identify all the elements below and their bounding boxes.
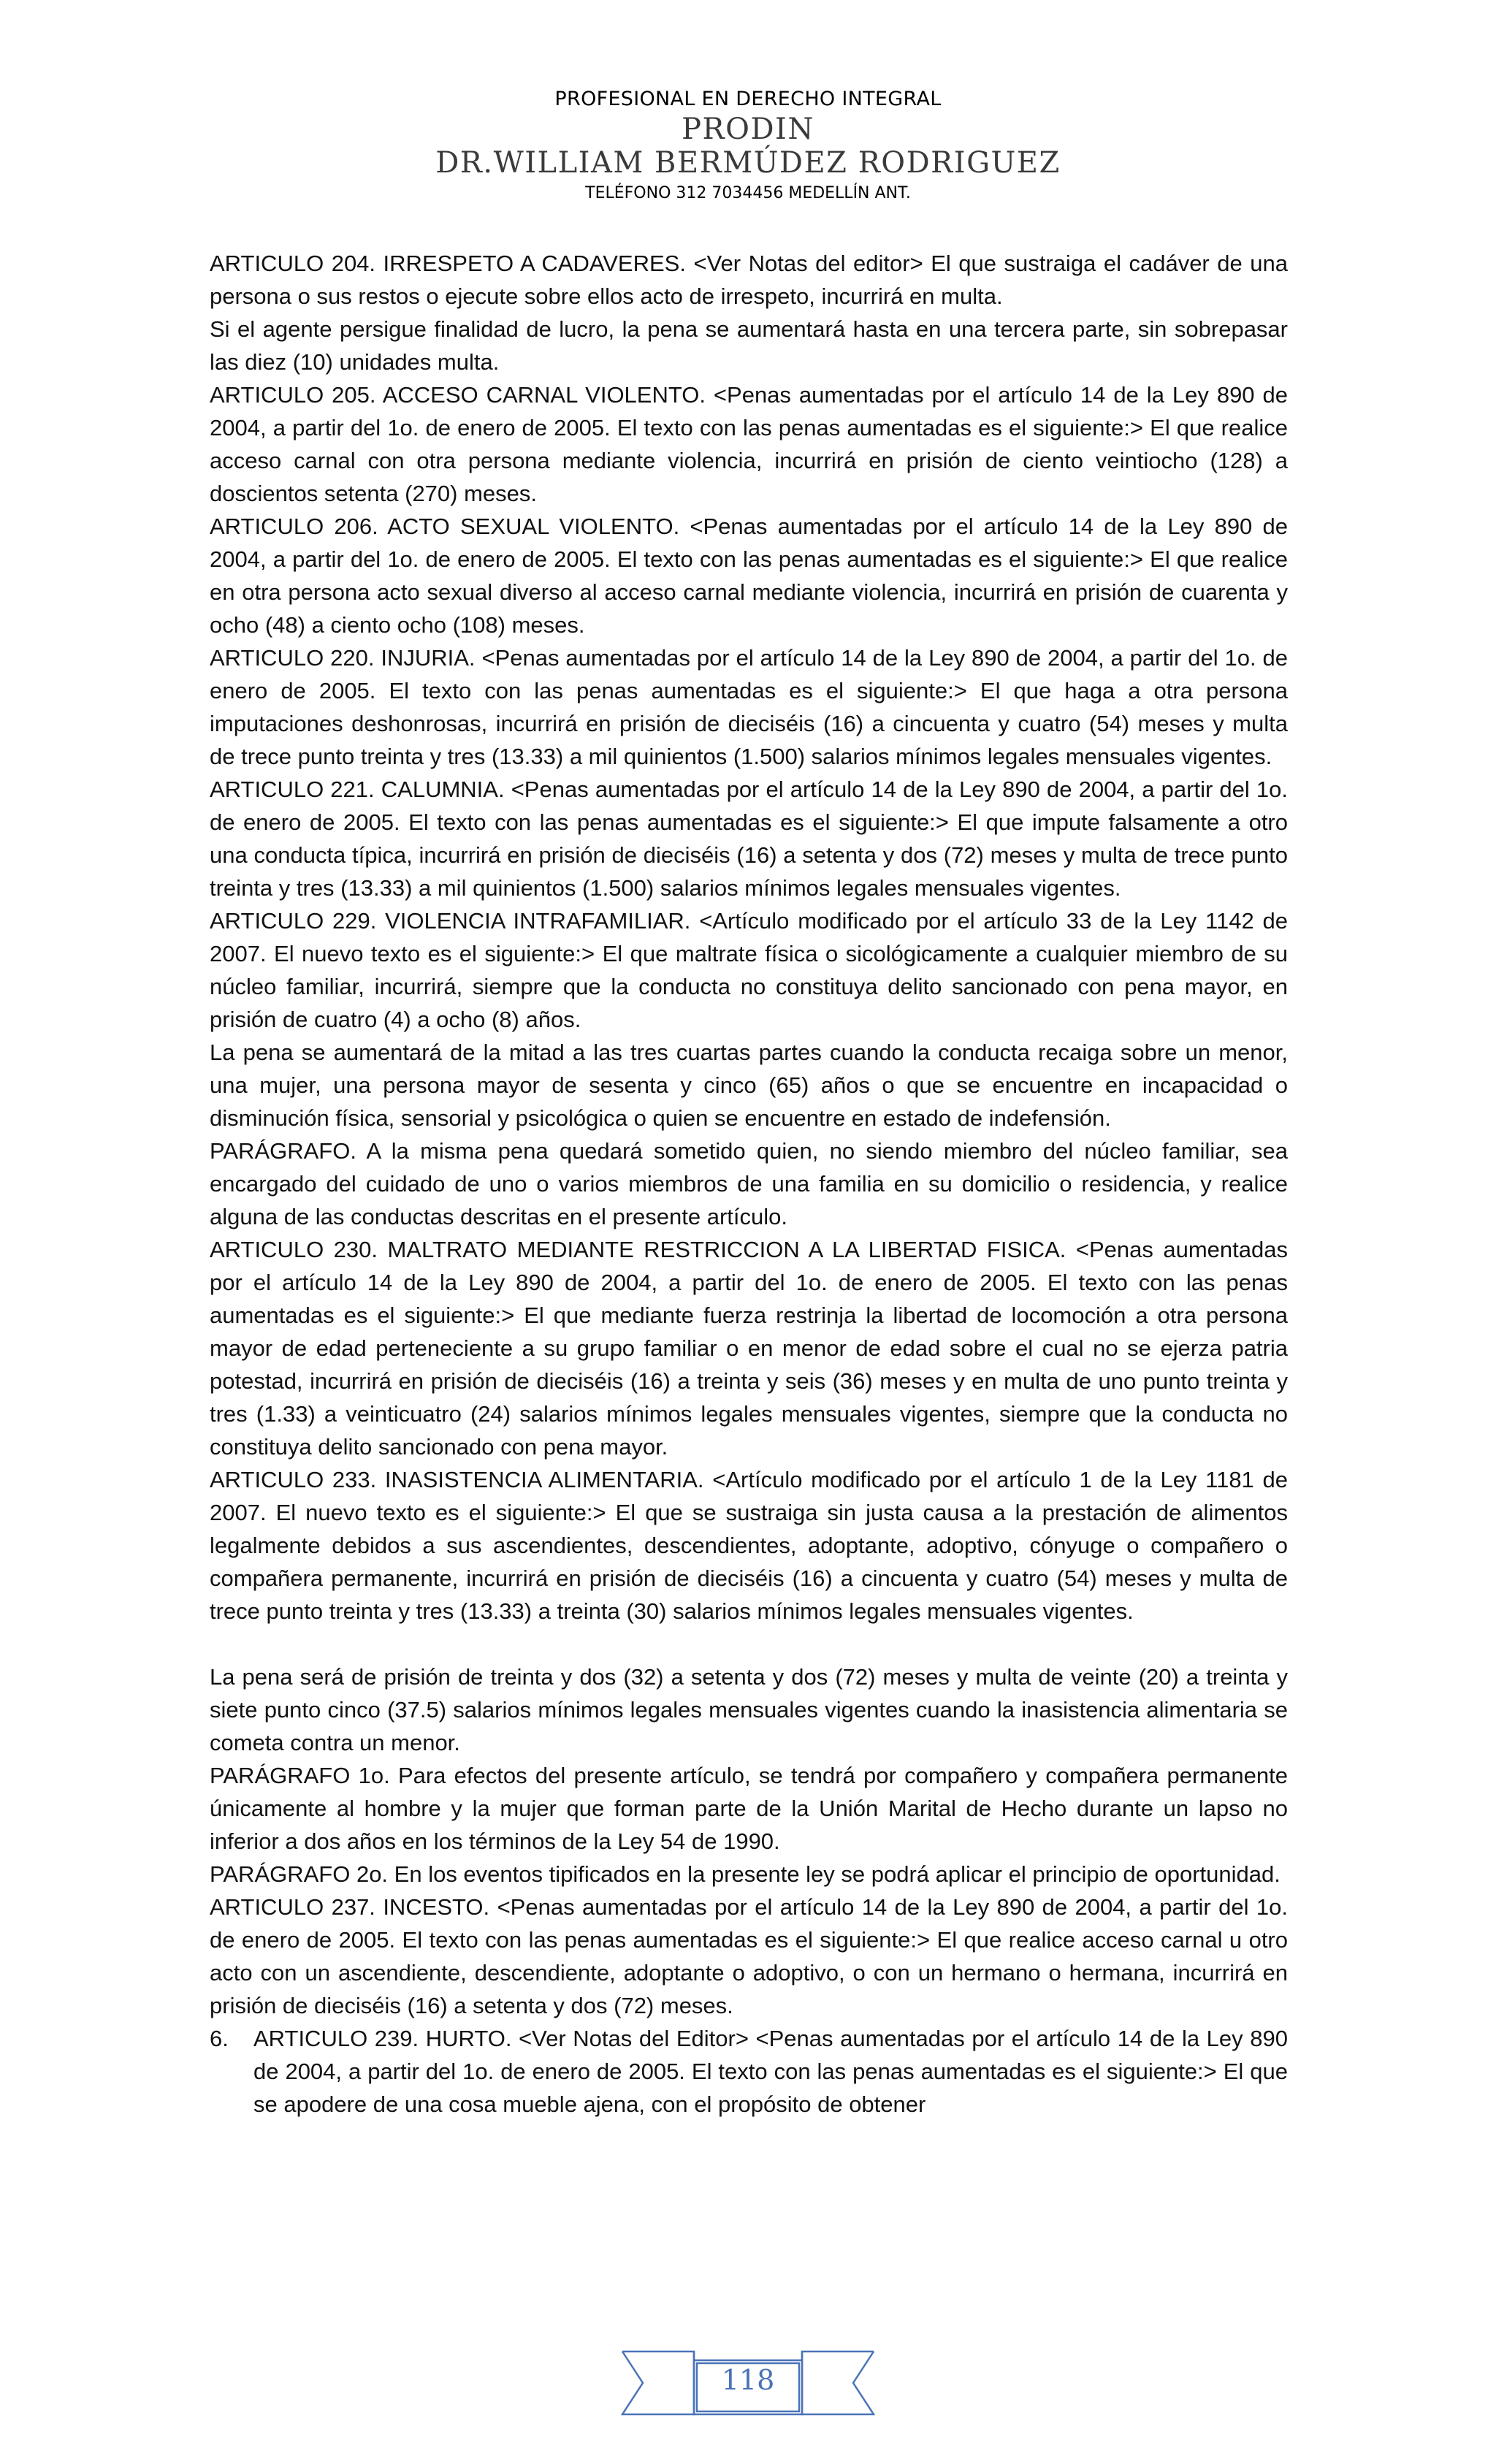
paragraph-art-204-cont: Si el agente persigue finalidad de lucro, la pena se aumentará hasta en una tercera parte, sin sobrepasar las diez (10) unidades multa. <box>210 316 1288 375</box>
paragraph-art-221: ARTICULO 221. CALUMNIA. <Penas aumentadas por el artículo 14 de la Ley 890 de 2004, a partir del 1o. de enero de 2005. El texto con las penas aumentadas es el siguiente:> El que impute falsamente a otro una conducta típica, incurrirá en prisión de dieciséis (16) a setenta y dos (72) meses y multa de trece punto treinta y tres (13.33) a mil quinientos (1.500) salarios mínimos legales mensuales vigentes. <box>210 777 1288 901</box>
letterhead-phone: TELÉFONO 312 7034456 MEDELLÍN ANT. <box>585 184 911 202</box>
paragraph-art-229-aggravation: La pena se aumentará de la mitad a las tres cuartas partes cuando la conducta recaiga sobre un menor, una mujer, una persona mayor de sesenta y cinco (65) años o que se encuentre en incapacidad o disminución física, sensorial y psicológica o quien se encuentre en estado de indefensión. <box>210 1040 1288 1131</box>
paragraph-art-230: ARTICULO 230. MALTRATO MEDIANTE RESTRICCION A LA LIBERTAD FISICA. <Penas aumentadas por el artículo 14 de la Ley 890 de 2004, a partir del 1o. de enero de 2005. El texto con las penas aumentadas es el siguiente:> El que mediante fuerza restrinja la libertad de locomoción a otra persona mayor de edad perteneciente a su grupo familiar o en menor de edad sobre el cual no se ejerza patria potestad, incurrirá en prisión de dieciséis (16) a treinta y seis (36) meses y en multa de uno punto treinta y tres (1.33) a veinticuatro (24) salarios mínimos legales mensuales vigentes, siempre que la conducta no constituya delito sancionado con pena mayor. <box>210 1237 1288 1460</box>
numbered-item-art-239 <box>210 2022 1288 2121</box>
page-footer <box>0 2341 1496 2422</box>
paragraph-art-233-paragrafo-2: PARÁGRAFO 2o. En los eventos tipificados en la presente ley se podrá aplicar el principio de oportunidad. <box>210 1861 1281 1887</box>
list-number: 6. <box>210 2026 229 2051</box>
paragraph-art-233-paragrafo-1: PARÁGRAFO 1o. Para efectos del presente artículo, se tendrá por compañero y compañera permanente únicamente al hombre y la mujer que forman parte de la Unión Marital de Hecho durante un lapso no inferior a dos años en los términos de la Ley 54 de 1990. <box>210 1763 1288 1854</box>
paragraph-art-237: ARTICULO 237. INCESTO. <Penas aumentadas por el artículo 14 de la Ley 890 de 2004, a partir del 1o. de enero de 2005. El texto con las penas aumentadas es el siguiente:> El que realice acceso carnal u otro acto con un ascendiente, descendiente, adoptante o adoptivo, o con un hermano o hermana, incurrirá en prisión de dieciséis (16) a setenta y dos (72) meses. <box>210 1894 1288 2018</box>
letterhead-name: DR.WILLIAM BERMÚDEZ RODRIGUEZ <box>435 146 1061 180</box>
paragraph-art-220: ARTICULO 220. INJURIA. <Penas aumentadas por el artículo 14 de la Ley 890 de 2004, a partir del 1o. de enero de 2005. El texto con las penas aumentadas es el siguiente:> El que haga a otra persona imputaciones deshonrosas, incurrirá en prisión de dieciséis (16) a cincuenta y cuatro (54) meses y multa de trece punto treinta y tres (13.33) a mil quinientos (1.500) salarios mínimos legales mensuales vigentes. <box>210 645 1288 769</box>
paragraph-art-233: ARTICULO 233. INASISTENCIA ALIMENTARIA. <Artículo modificado por el artículo 1 de la Ley 1181 de 2007. El nuevo texto es el siguiente:> El que se sustraiga sin justa causa a la prestación de alimentos legalmente debidos a sus ascendientes, descendientes, adoptante, adoptivo, cónyuge o compañero o compañera permanente, incurrirá en prisión de dieciséis (16) a cincuenta y cuatro (54) meses y multa de trece punto treinta y tres (13.33) a treinta (30) salarios mínimos legales mensuales vigentes. <box>210 1467 1288 1624</box>
paragraph-art-233-minor: La pena será de prisión de treinta y dos (32) a setenta y dos (72) meses y multa de veinte (20) a treinta y siete punto cinco (37.5) salarios mínimos legales mensuales vigentes cuando la inasistencia alimentaria se cometa contra un menor. <box>210 1664 1288 1755</box>
letterhead-brand: PRODIN <box>682 112 814 146</box>
letterhead <box>0 86 1496 206</box>
paragraph-art-229-paragrafo: PARÁGRAFO. A la misma pena quedará sometido quien, no siendo miembro del núcleo familiar, sea encargado del cuidado de uno o varios miembros de una familia en su domicilio o residencia, y realice alguna de las conductas descritas en el presente artículo. <box>210 1138 1288 1229</box>
paragraph-art-206: ARTICULO 206. ACTO SEXUAL VIOLENTO. <Penas aumentadas por el artículo 14 de la Ley 890 de 2004, a partir del 1o. de enero de 2005. El texto con las penas aumentadas es el siguiente:> El que realice en otra persona acto sexual diverso al acceso carnal mediante violencia, incurrirá en prisión de cuarenta y ocho (48) a ciento ocho (108) meses. <box>210 514 1288 638</box>
letterhead-title: PROFESIONAL EN DERECHO INTEGRAL <box>554 88 942 110</box>
paragraph-art-205: ARTICULO 205. ACCESO CARNAL VIOLENTO. <Penas aumentadas por el artículo 14 de la Ley 890 de 2004, a partir del 1o. de enero de 2005. El texto con las penas aumentadas es el siguiente:> El que realice acceso carnal con otra persona mediante violencia, incurrirá en prisión de ciento veintiocho (128) a doscientos setenta (270) meses. <box>210 382 1288 506</box>
paragraph-art-204: ARTICULO 204. IRRESPETO A CADAVERES. <Ver Notas del editor> El que sustraiga el cadáver de una persona o sus restos o ejecute sobre ellos acto de irrespeto, incurrirá en multa. <box>210 251 1288 309</box>
list-item-text: ARTICULO 239. HURTO. <Ver Notas del Editor> <Penas aumentadas por el artículo 14 de la Ley 890 de 2004, a partir del 1o. de enero de 2005. El texto con las penas aumentadas es el siguiente:> El que se apodere de una cosa mueble ajena, con el propósito de obtener <box>253 2026 1288 2117</box>
paragraph-art-229: ARTICULO 229. VIOLENCIA INTRAFAMILIAR. <Artículo modificado por el artículo 33 de la Ley 1142 de 2007. El nuevo texto es el siguiente:> El que maltrate física o sicológicamente a cualquier miembro de su núcleo familiar, incurrirá, siempre que la conducta no constituya delito sancionado con pena mayor, en prisión de cuatro (4) a ocho (8) años. <box>210 908 1288 1032</box>
page-number: 118 <box>721 2364 775 2396</box>
document-body <box>210 247 1288 2121</box>
